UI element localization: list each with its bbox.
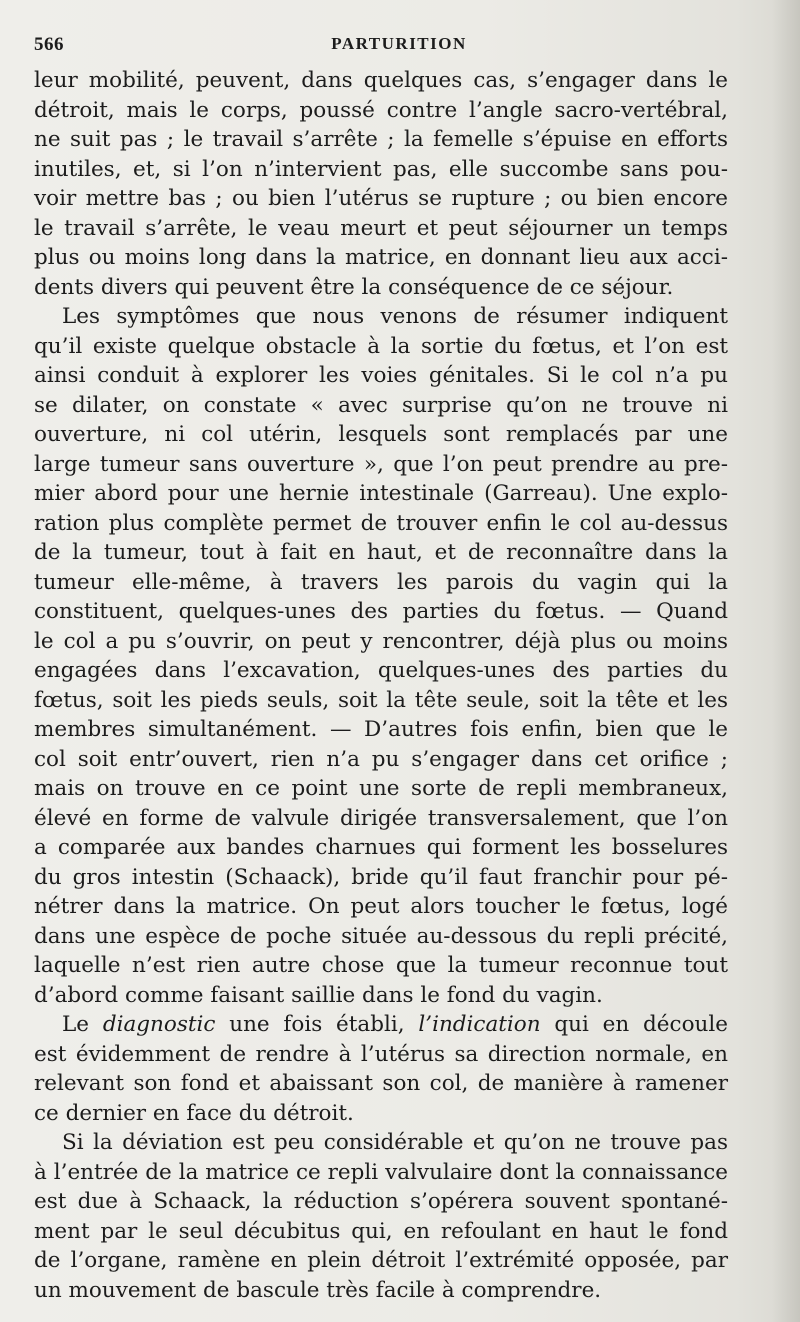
- text-line: col soit entr’ouvert, rien n’a pu s’engager dans cet orifice ;: [34, 746, 728, 772]
- text-line: tumeur elle-même, à travers les parois du vagin qui la: [34, 569, 728, 595]
- text-fragment: une fois établi,: [229, 1012, 405, 1037]
- text-line: se dilater, on constate « avec surprise qu’on ne trouve ni: [34, 392, 728, 418]
- text-line: un mouvement de bascule très facile à comprendre.: [34, 1277, 602, 1303]
- body-text: [34, 66, 728, 1305]
- text-line: ouverture, ni col utérin, lesquels sont remplacés par une: [34, 422, 728, 447]
- text-line: [34, 1010, 728, 1040]
- text-line: le travail s’arrête, le veau meurt et peut séjourner un temps: [34, 215, 728, 241]
- page-number: 566: [34, 34, 64, 55]
- text-line: large tumeur sans ouverture », que l’on peut prendre au pre-: [34, 451, 728, 477]
- text-line: plus ou moins long dans la matrice, en donnant lieu aux acci-: [34, 245, 728, 270]
- text-line: de l’organe, ramène en plein détroit l’extrémité opposée, par: [34, 1248, 728, 1273]
- text-line: Les symptômes que nous venons de résumer indiquent: [62, 304, 728, 329]
- text-line: Si la déviation est peu considérable et qu’on ne trouve pas: [62, 1130, 728, 1155]
- running-title: PARTURITION: [331, 34, 467, 53]
- text-line: membres simultanément. — D’autres fois enfin, bien que le: [34, 717, 728, 742]
- text-line: dans une espèce de poche située au-dessous du repli précité,: [34, 923, 728, 949]
- text-fragment: qui en découle: [554, 1012, 728, 1037]
- text-fragment: Le: [62, 1012, 90, 1037]
- text-line: a comparée aux bandes charnues qui forment les bosselures: [34, 835, 728, 860]
- text-line: nétrer dans la matrice. On peut alors toucher le fœtus, logé: [34, 894, 728, 919]
- text-line: inutiles, et, si l’on n’intervient pas, elle succombe sans pou-: [34, 156, 728, 182]
- text-line: leur mobilité, peuvent, dans quelques cas, s’engager dans le: [34, 68, 728, 93]
- italic-term-indication: l’indication: [418, 1012, 541, 1037]
- text-line: engagées dans l’excavation, quelques-unes des parties du: [34, 658, 728, 683]
- text-line: à l’entrée de la matrice ce repli valvulaire dont la connaissance: [34, 1159, 728, 1185]
- text-line: mier abord pour une hernie intestinale (Garreau). Une explo-: [34, 481, 728, 506]
- text-line: voir mettre bas ; ou bien l’utérus se rupture ; ou bien encore: [34, 186, 728, 211]
- text-line: qu’il existe quelque obstacle à la sortie du fœtus, et l’on est: [34, 333, 728, 359]
- text-line: ainsi conduit à explorer les voies génitales. Si le col n’a pu: [34, 363, 728, 388]
- text-line: d’abord comme faisant saillie dans le fond du vagin.: [34, 982, 603, 1008]
- text-line: détroit, mais le corps, poussé contre l’angle sacro-vertébral,: [34, 97, 728, 123]
- italic-term-diagnostic: diagnostic: [102, 1012, 216, 1037]
- text-line: fœtus, soit les pieds seuls, soit la tête seule, soit la tête et les: [34, 687, 728, 713]
- text-line: est évidemment de rendre à l’utérus sa direction normale, en: [34, 1041, 728, 1067]
- page-edge-shadow: [772, 0, 800, 1322]
- text-line: élevé en forme de valvule dirigée transversalement, que l’on: [34, 805, 728, 831]
- text-line: est due à Schaack, la réduction s’opérera souvent spontané-: [34, 1189, 728, 1214]
- text-line: ne suit pas ; le travail s’arrête ; la femelle s’épuise en efforts: [34, 127, 728, 152]
- text-line: laquelle n’est rien autre chose que la tumeur reconnue tout: [34, 953, 728, 978]
- text-line: ration plus complète permet de trouver enfin le col au-dessus: [34, 510, 728, 536]
- text-line: mais on trouve en ce point une sorte de repli membraneux,: [34, 776, 728, 801]
- text-line: relevant son fond et abaissant son col, de manière à ramener: [34, 1071, 728, 1096]
- text-line: constituent, quelques-unes des parties du fœtus. — Quand: [34, 599, 728, 624]
- text-line: du gros intestin (Schaack), bride qu’il faut franchir pour pé-: [34, 864, 728, 890]
- text-line: le col a pu s’ouvrir, on peut y rencontrer, déjà plus ou moins: [34, 628, 728, 654]
- text-line: ment par le seul décubitus qui, en refoulant en haut le fond: [34, 1218, 728, 1244]
- text-line: dents divers qui peuvent être la conséquence de ce séjour.: [34, 274, 674, 300]
- text-line: ce dernier en face du détroit.: [34, 1100, 354, 1126]
- page-header: [34, 34, 764, 62]
- text-line: de la tumeur, tout à fait en haut, et de reconnaître dans la: [34, 540, 728, 565]
